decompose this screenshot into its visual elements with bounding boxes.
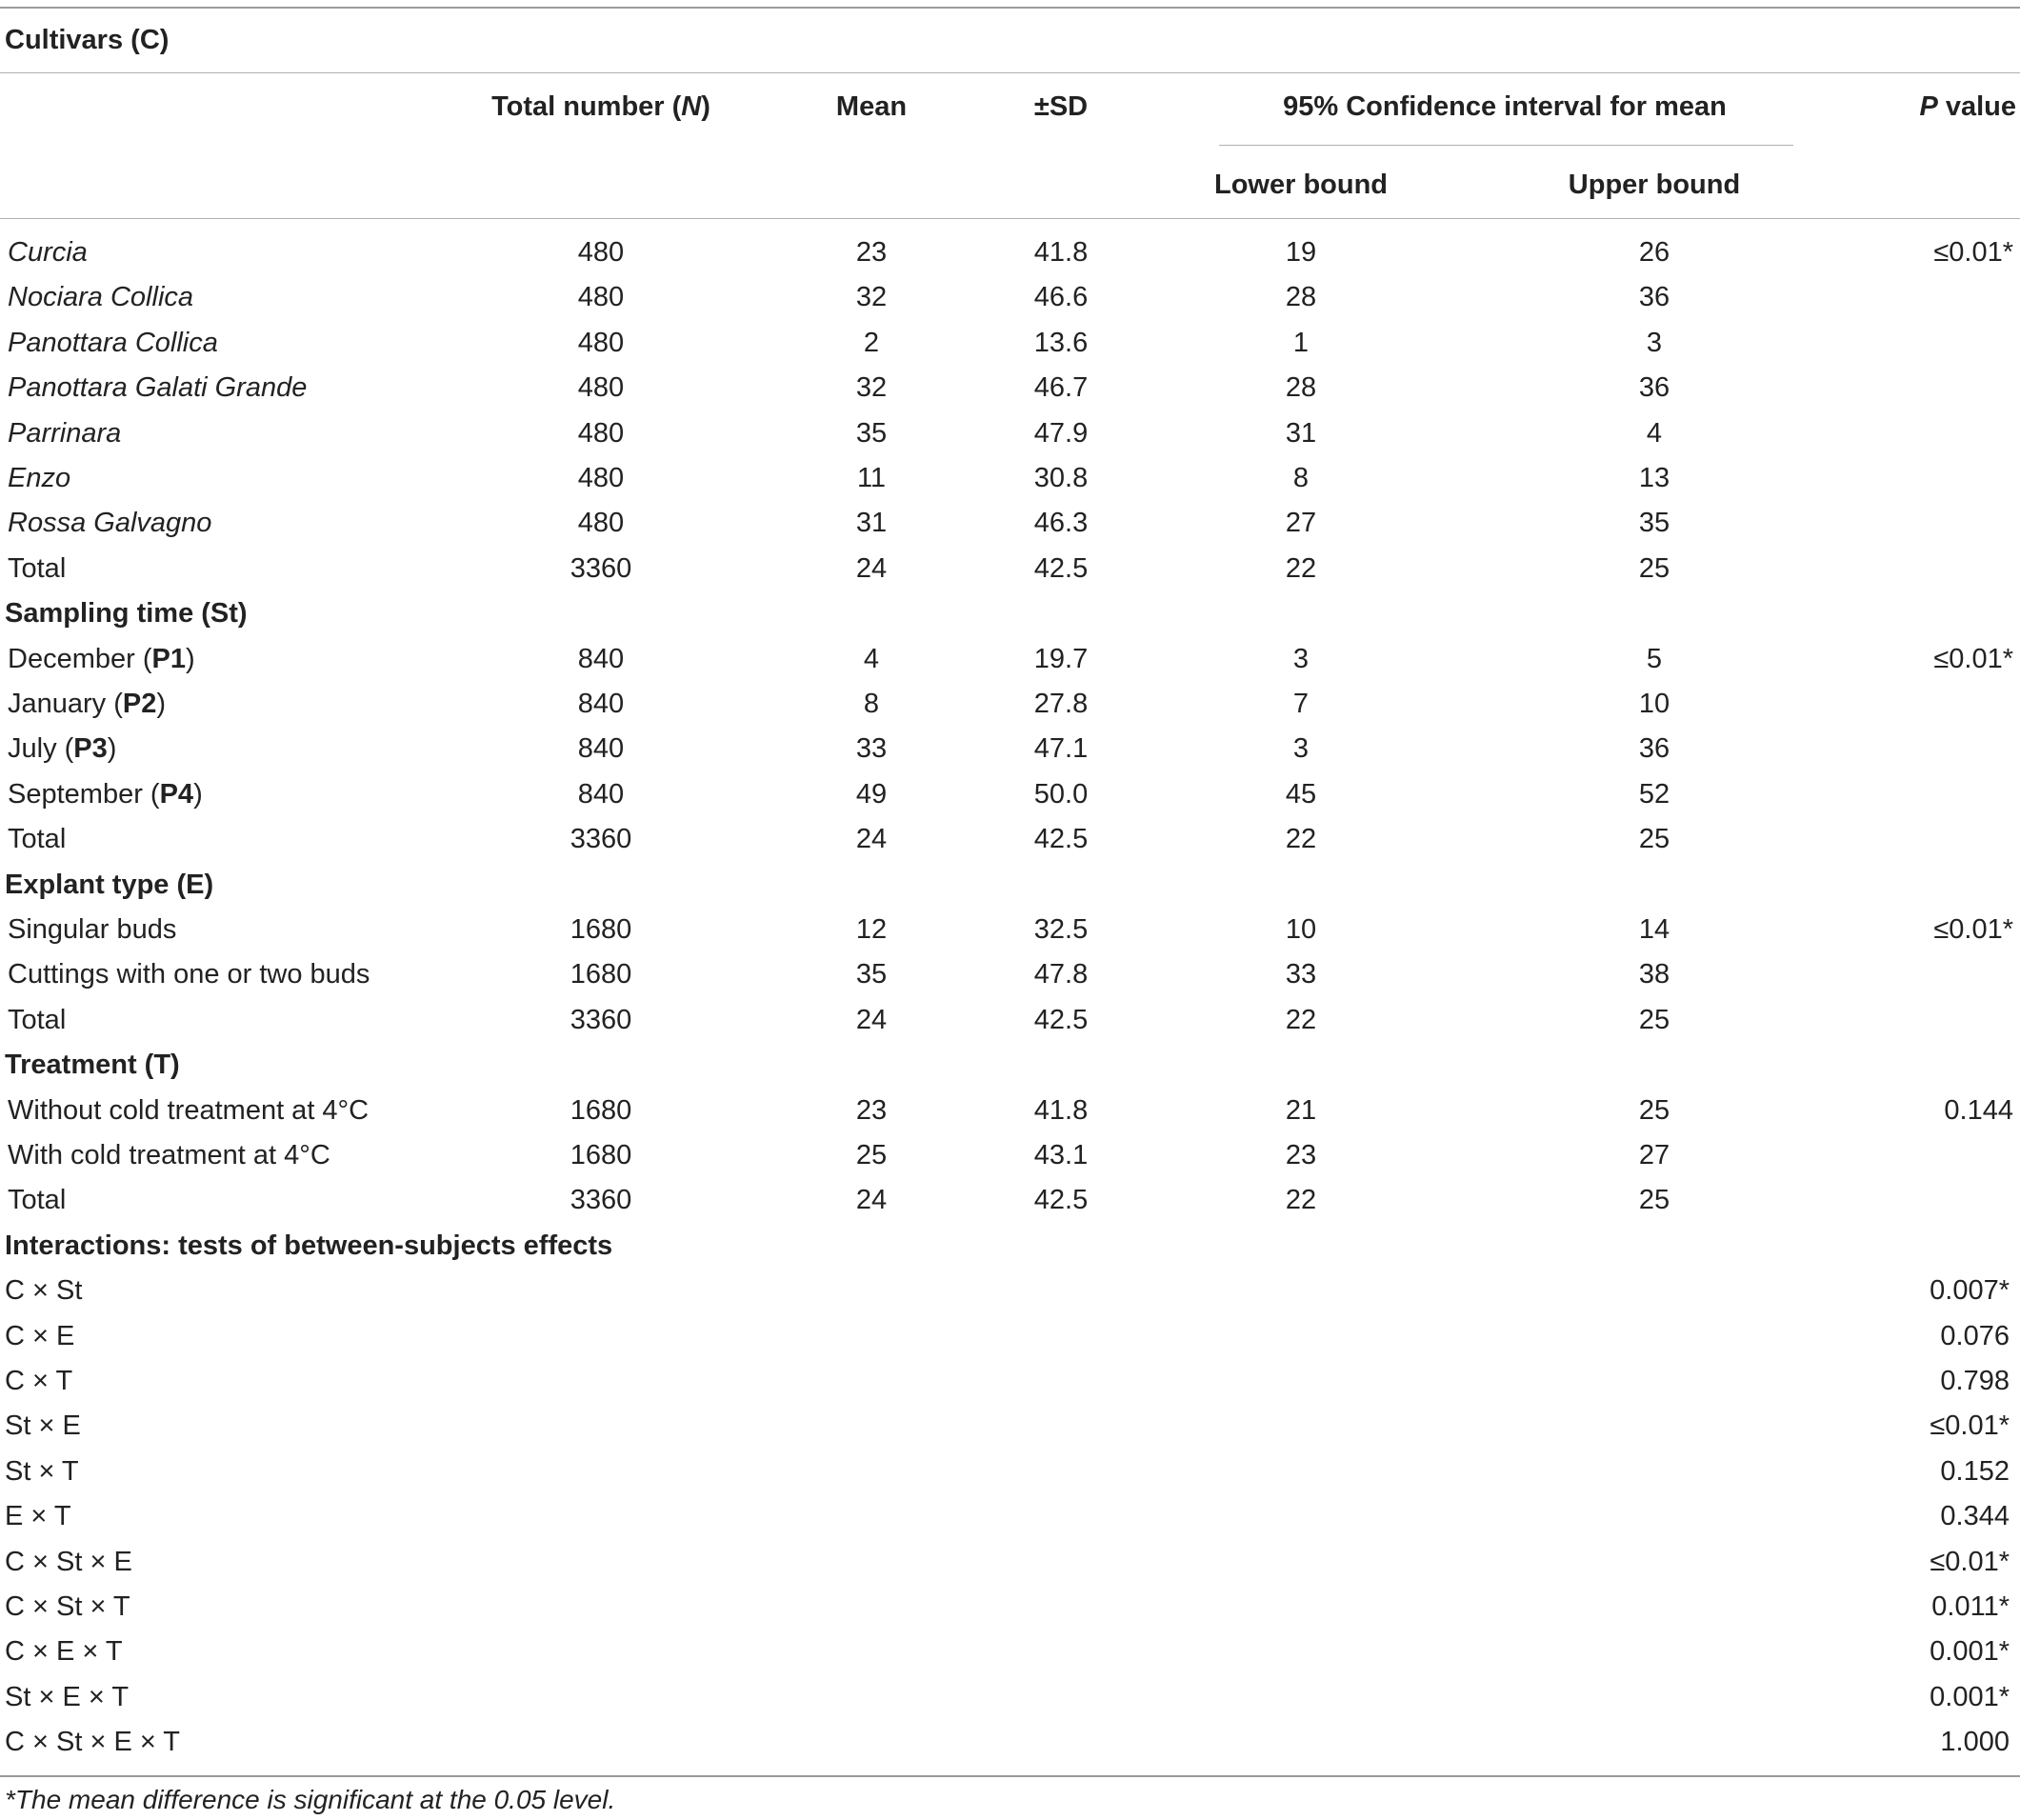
cell-mean: 32 xyxy=(855,282,888,313)
cell-p-value: ≤0.01* xyxy=(1933,914,2013,945)
row-label: C × St xyxy=(5,1275,83,1307)
cell-p-value: 1.000 xyxy=(1940,1727,2010,1758)
cell-upper-bound: 36 xyxy=(1638,733,1670,765)
row-label: Curcia xyxy=(8,237,88,268)
cell-lower-bound: 28 xyxy=(1285,372,1317,404)
cell-sd: 27.8 xyxy=(1033,689,1089,719)
cell-total-number: 3360 xyxy=(570,824,632,855)
cell-mean: 25 xyxy=(855,1140,888,1170)
row-label: St × E × T xyxy=(5,1681,130,1712)
cell-total-number: 1680 xyxy=(570,914,632,945)
cell-total-number: 480 xyxy=(577,417,625,449)
cell-p-value: 0.007* xyxy=(1930,1275,2010,1307)
table-row xyxy=(0,952,2020,997)
cell-upper-bound: 27 xyxy=(1638,1140,1670,1170)
cell-p-value: 0.001* xyxy=(1930,1636,2010,1668)
cell-total-number: 840 xyxy=(577,778,625,810)
section-title-explant: Explant type (E) xyxy=(5,869,214,900)
section-title-row xyxy=(0,1043,2020,1088)
table-row xyxy=(0,1630,2020,1674)
cell-p-value: 0.011* xyxy=(1931,1591,2010,1622)
table-row xyxy=(0,230,2020,275)
cell-upper-bound: 13 xyxy=(1638,463,1670,493)
cell-mean: 4 xyxy=(863,643,880,674)
cell-lower-bound: 21 xyxy=(1285,1094,1317,1126)
cell-p-value: 0.152 xyxy=(1940,1455,2010,1487)
cell-mean: 8 xyxy=(863,689,880,719)
cell-sd: 47.1 xyxy=(1033,733,1089,765)
cell-mean: 35 xyxy=(855,959,888,990)
table-row xyxy=(0,366,2020,410)
cell-sd: 46.6 xyxy=(1033,282,1089,313)
table-row xyxy=(0,547,2020,591)
cell-lower-bound: 45 xyxy=(1285,778,1317,810)
cell-p-value: ≤0.01* xyxy=(1930,1410,2010,1442)
table-row xyxy=(0,637,2020,682)
cell-total-number: 480 xyxy=(577,508,625,539)
table-row xyxy=(0,275,2020,320)
row-label: Cuttings with one or two buds xyxy=(8,959,370,990)
cell-upper-bound: 3 xyxy=(1646,327,1663,358)
row-label: C × St × E × T xyxy=(5,1727,181,1758)
cell-lower-bound: 22 xyxy=(1285,552,1317,584)
cell-lower-bound: 33 xyxy=(1285,959,1317,990)
cell-lower-bound: 28 xyxy=(1285,282,1317,313)
cell-upper-bound: 25 xyxy=(1638,1094,1670,1126)
cell-lower-bound: 1 xyxy=(1292,327,1310,358)
cell-total-number: 480 xyxy=(577,237,625,268)
table-row xyxy=(0,727,2020,771)
top-rule xyxy=(0,7,2020,9)
table-row xyxy=(0,682,2020,727)
row-label: Panottara Galati Grande xyxy=(8,372,308,404)
cell-total-number: 3360 xyxy=(570,1185,632,1216)
table-row xyxy=(0,1404,2020,1449)
cell-mean: 2 xyxy=(863,327,880,358)
table-row xyxy=(0,321,2020,366)
cell-sd: 42.5 xyxy=(1033,824,1089,855)
col-header-sd: ±SD xyxy=(1033,91,1089,122)
row-label: September (P4) xyxy=(8,778,203,810)
cell-upper-bound: 25 xyxy=(1638,552,1670,584)
row-label: With cold treatment at 4°C xyxy=(8,1140,330,1170)
table-row xyxy=(0,1269,2020,1313)
table-row xyxy=(0,908,2020,952)
cell-sd: 47.8 xyxy=(1033,959,1089,990)
cell-mean: 12 xyxy=(855,914,888,945)
table-row xyxy=(0,1359,2020,1404)
table-row xyxy=(0,1314,2020,1359)
cell-p-value: 0.798 xyxy=(1940,1366,2010,1396)
cell-p-value: ≤0.01* xyxy=(1930,1546,2010,1577)
cell-sd: 13.6 xyxy=(1033,327,1089,358)
cell-lower-bound: 23 xyxy=(1285,1140,1317,1170)
cell-upper-bound: 25 xyxy=(1638,824,1670,855)
row-label: Panottara Collica xyxy=(8,327,218,358)
col-header-ci: 95% Confidence interval for mean xyxy=(1283,91,1727,122)
cell-sd: 41.8 xyxy=(1033,237,1089,268)
cell-lower-bound: 27 xyxy=(1285,508,1317,539)
cell-p-value: 0.001* xyxy=(1930,1681,2010,1712)
cell-mean: 24 xyxy=(855,824,888,855)
cell-total-number: 840 xyxy=(577,643,625,674)
table-row xyxy=(0,1720,2020,1765)
cell-sd: 46.3 xyxy=(1033,508,1089,539)
cell-sd: 42.5 xyxy=(1033,1004,1089,1035)
col-header-mean: Mean xyxy=(835,91,908,122)
row-label: Without cold treatment at 4°C xyxy=(8,1094,370,1126)
row-label: Total xyxy=(8,552,67,584)
cell-p-value: ≤0.01* xyxy=(1933,643,2013,674)
row-label: St × E xyxy=(5,1410,81,1442)
cell-mean: 23 xyxy=(855,1094,888,1126)
row-label: Nociara Collica xyxy=(8,282,194,313)
row-label: Enzo xyxy=(8,463,71,493)
cell-total-number: 480 xyxy=(577,463,625,493)
row-label: E × T xyxy=(5,1501,71,1532)
table-row xyxy=(0,456,2020,501)
cell-sd: 19.7 xyxy=(1033,643,1089,674)
section-title-row xyxy=(0,863,2020,908)
cell-mean: 31 xyxy=(855,508,888,539)
cell-sd: 50.0 xyxy=(1033,778,1089,810)
col-header-lower-bound: Lower bound xyxy=(1213,170,1389,200)
cell-sd: 42.5 xyxy=(1033,1185,1089,1216)
row-label: Rossa Galvagno xyxy=(8,508,212,539)
cell-mean: 32 xyxy=(855,372,888,404)
cell-total-number: 3360 xyxy=(570,552,632,584)
section-title-cultivars: Cultivars (C) xyxy=(5,25,170,55)
cell-lower-bound: 22 xyxy=(1285,1004,1317,1035)
cell-lower-bound: 31 xyxy=(1285,417,1317,449)
cell-mean: 49 xyxy=(855,778,888,810)
table-row xyxy=(0,1494,2020,1539)
row-label: C × St × E xyxy=(5,1546,132,1577)
cell-lower-bound: 3 xyxy=(1292,643,1310,674)
cell-mean: 24 xyxy=(855,1004,888,1035)
table-row xyxy=(0,1540,2020,1585)
row-label: C × St × T xyxy=(5,1591,130,1622)
row-label: C × T xyxy=(5,1366,73,1396)
cell-p-value: 0.076 xyxy=(1940,1320,2010,1351)
row-label: C × E xyxy=(5,1320,75,1351)
cell-upper-bound: 35 xyxy=(1638,508,1670,539)
cell-lower-bound: 8 xyxy=(1292,463,1310,493)
cell-total-number: 3360 xyxy=(570,1004,632,1035)
cell-lower-bound: 22 xyxy=(1285,824,1317,855)
col-header-total-number: Total number (N) xyxy=(491,91,710,122)
cell-p-value: 0.144 xyxy=(1944,1094,2013,1126)
cell-lower-bound: 22 xyxy=(1285,1185,1317,1216)
cell-mean: 23 xyxy=(855,237,888,268)
cell-lower-bound: 10 xyxy=(1285,914,1317,945)
cell-lower-bound: 3 xyxy=(1292,733,1310,765)
cell-sd: 47.9 xyxy=(1033,417,1089,449)
section-title-treatment: Treatment (T) xyxy=(5,1050,180,1081)
table-row xyxy=(0,1675,2020,1720)
cell-mean: 24 xyxy=(855,1185,888,1216)
cell-total-number: 480 xyxy=(577,327,625,358)
cell-sd: 30.8 xyxy=(1033,463,1089,493)
cell-sd: 41.8 xyxy=(1033,1094,1089,1126)
table-row xyxy=(0,1585,2020,1630)
header-bottom-rule xyxy=(0,218,2020,219)
cell-upper-bound: 5 xyxy=(1646,643,1663,674)
section-title-row xyxy=(0,1224,2020,1269)
table-row xyxy=(0,1178,2020,1223)
cell-upper-bound: 38 xyxy=(1638,959,1670,990)
row-label: Parrinara xyxy=(8,417,122,449)
cell-total-number: 480 xyxy=(577,282,625,313)
table-row xyxy=(0,998,2020,1043)
row-label: Total xyxy=(8,1185,67,1216)
cell-mean: 33 xyxy=(855,733,888,765)
cell-sd: 32.5 xyxy=(1033,914,1089,945)
cell-upper-bound: 4 xyxy=(1646,417,1663,449)
cell-upper-bound: 10 xyxy=(1638,689,1670,719)
cell-total-number: 840 xyxy=(577,733,625,765)
bottom-rule xyxy=(0,1775,2020,1777)
table-row xyxy=(0,772,2020,817)
section-title-sampling: Sampling time (St) xyxy=(5,598,248,630)
cell-mean: 11 xyxy=(856,463,887,493)
cell-sd: 42.5 xyxy=(1033,552,1089,584)
row-label: July (P3) xyxy=(8,733,117,765)
row-label: St × T xyxy=(5,1455,79,1487)
cell-total-number: 840 xyxy=(577,689,625,719)
cell-sd: 43.1 xyxy=(1033,1140,1089,1170)
cell-upper-bound: 36 xyxy=(1638,282,1670,313)
row-label: Total xyxy=(8,1004,67,1035)
section-title-interactions: Interactions: tests of between-subjects effects xyxy=(5,1230,613,1261)
table-row xyxy=(0,817,2020,862)
footnote: *The mean difference is significant at the 0.05 level. xyxy=(5,1785,616,1814)
cell-total-number: 480 xyxy=(577,372,625,404)
cell-upper-bound: 14 xyxy=(1638,914,1670,945)
cell-total-number: 1680 xyxy=(570,1094,632,1126)
section-title-row xyxy=(0,591,2020,636)
cell-p-value: ≤0.01* xyxy=(1933,237,2013,268)
cell-upper-bound: 36 xyxy=(1638,372,1670,404)
cell-total-number: 1680 xyxy=(570,959,632,990)
ci-underline xyxy=(1219,145,1793,146)
table-row xyxy=(0,501,2020,546)
cell-total-number: 1680 xyxy=(570,1140,632,1170)
cell-lower-bound: 19 xyxy=(1285,237,1317,268)
cell-lower-bound: 7 xyxy=(1292,689,1310,719)
cell-upper-bound: 25 xyxy=(1638,1004,1670,1035)
row-label: December (P1) xyxy=(8,643,195,674)
header-top-rule xyxy=(0,72,2020,73)
row-label: Total xyxy=(8,824,67,855)
cell-mean: 24 xyxy=(855,552,888,584)
row-label: C × E × T xyxy=(5,1636,123,1668)
cell-upper-bound: 25 xyxy=(1638,1185,1670,1216)
table-row xyxy=(0,1133,2020,1178)
row-label: Singular buds xyxy=(8,914,177,945)
cell-p-value: 0.344 xyxy=(1940,1501,2010,1532)
cell-upper-bound: 52 xyxy=(1638,778,1670,810)
cell-mean: 35 xyxy=(855,417,888,449)
cell-sd: 46.7 xyxy=(1033,372,1089,404)
col-header-p-value: P value xyxy=(1919,91,2016,122)
table-row xyxy=(0,411,2020,456)
cell-upper-bound: 26 xyxy=(1638,237,1670,268)
table-row xyxy=(0,1450,2020,1494)
col-header-upper-bound: Upper bound xyxy=(1568,170,1741,200)
table-row xyxy=(0,1089,2020,1133)
row-label: January (P2) xyxy=(8,689,167,719)
